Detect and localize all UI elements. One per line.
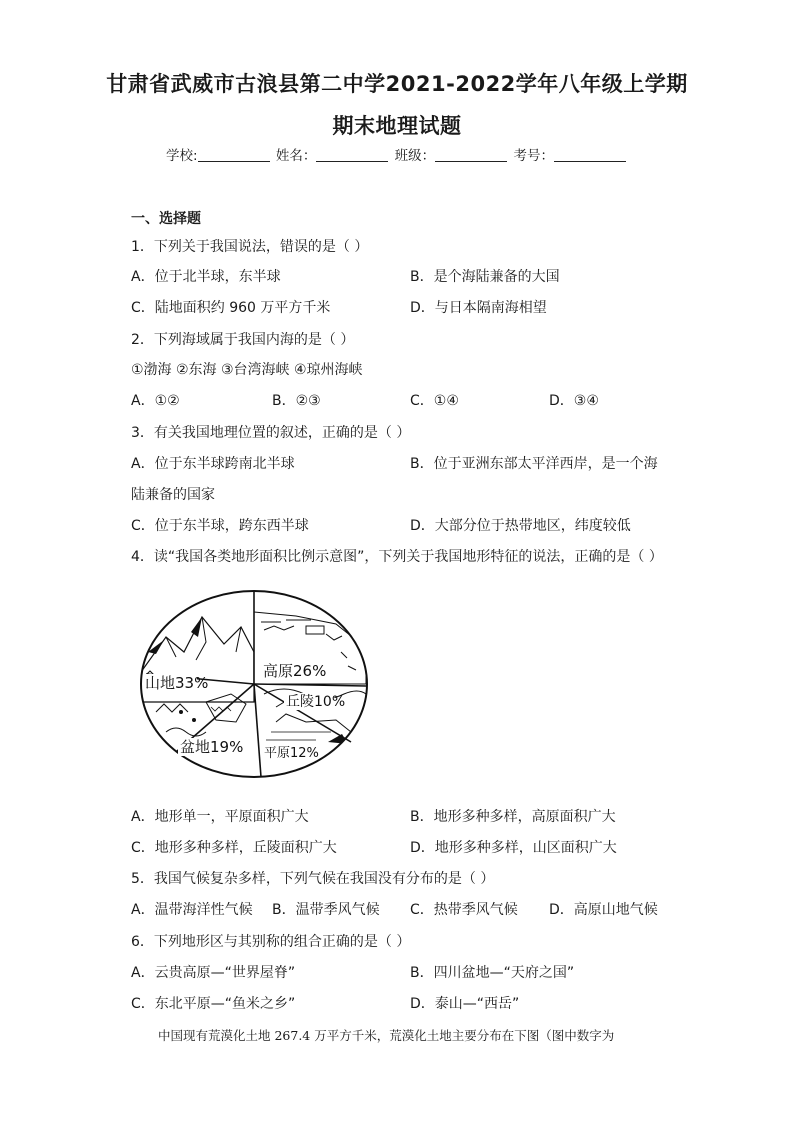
question-4-stem: 4．读“我国各类地形面积比例示意图”，下列关于我国地形特征的说法，正确的是（ ）: [131, 549, 663, 565]
pie-label-丘陵: 丘陵10%: [286, 694, 346, 710]
q4-option-b[interactable]: B．地形多种多样，高原面积广大: [410, 809, 616, 825]
school-label: 学校:: [166, 148, 198, 164]
number-label: 考号：: [513, 148, 554, 164]
school-blank[interactable]: [198, 147, 270, 162]
terrain-pie-chart: [136, 582, 372, 782]
pie-label-高原: 高原26%: [263, 662, 327, 680]
q4-option-c[interactable]: C．地形多种多样，丘陵面积广大: [131, 840, 337, 856]
class-blank[interactable]: [435, 147, 507, 162]
question-3-stem: 3．有关我国地理位置的叙述，正确的是（ ）: [131, 425, 411, 441]
q4-option-a[interactable]: A．地形单一，平原面积广大: [131, 809, 309, 825]
q5-option-a[interactable]: A．温带海洋性气候: [131, 902, 253, 918]
q2-option-d[interactable]: D．③④: [549, 393, 599, 409]
name-blank[interactable]: [316, 147, 388, 162]
class-label: 班级：: [394, 148, 436, 164]
q1-option-d[interactable]: D．与日本隔南海相望: [410, 300, 547, 316]
pie-divider-5: [254, 684, 261, 777]
q6-option-b[interactable]: B．四川盆地—“天府之国”: [410, 965, 575, 981]
question-1-stem: 1．下列关于我国说法，错误的是（ ）: [131, 239, 369, 255]
question-6-stem: 6．下列地形区与其别称的组合正确的是（ ）: [131, 934, 411, 950]
q1-option-b[interactable]: B．是个海陆兼备的大国: [410, 269, 560, 285]
exam-title-line1: 甘肃省武威市古浪县第二中学2021-2022学年八年级上学期: [106, 72, 688, 96]
q1-option-c[interactable]: C．陆地面积约 960 万平方千米: [131, 300, 331, 316]
name-label: 姓名：: [275, 148, 317, 164]
q3-option-b[interactable]: B．位于亚洲东部太平洋西岸，是一个海: [410, 456, 658, 472]
q3-option-c[interactable]: C．位于东半球，跨东西半球: [131, 518, 309, 534]
q6-option-d[interactable]: D．泰山—“西岳”: [410, 996, 520, 1012]
q2-option-a[interactable]: A．①②: [131, 393, 180, 409]
section-heading: 一、选择题: [131, 211, 201, 227]
q4-option-d[interactable]: D．地形多种多样，山区面积广大: [410, 840, 617, 856]
question-2-items: ①渤海 ②东海 ③台湾海峡 ④琼州海峡: [131, 362, 363, 378]
question-2-stem: 2．下列海域属于我国内海的是（ ）: [131, 332, 355, 348]
q3-option-a[interactable]: A．位于东半球跨南北半球: [131, 456, 295, 472]
q3-option-d[interactable]: D．大部分位于热带地区，纬度较低: [410, 518, 631, 534]
q1-option-a[interactable]: A．位于北半球，东半球: [131, 269, 281, 285]
pie-divider-4: [254, 684, 351, 742]
q2-option-c[interactable]: C．①④: [410, 393, 459, 409]
pie-label-平原: 平原12%: [264, 746, 319, 761]
q5-option-b[interactable]: B．温带季风气候: [272, 902, 380, 918]
student-info-row: [0, 144, 794, 164]
q6-option-c[interactable]: C．东北平原—“鱼米之乡”: [131, 996, 296, 1012]
q3-option-b-continued: 陆兼备的国家: [131, 487, 215, 503]
q5-option-c[interactable]: C．热带季风气候: [410, 902, 518, 918]
pie-label-盆地: 盆地19%: [180, 738, 244, 756]
question-5-stem: 5．我国气候复杂多样，下列气候在我国没有分布的是（ ）: [131, 871, 495, 887]
q2-option-b[interactable]: B．②③: [272, 393, 321, 409]
next-question-intro: 中国现有荒漠化土地 267.4 万平方千米，荒漠化土地主要分布在下图（图中数字为: [158, 1028, 615, 1043]
exam-title-line2: 期末地理试题: [332, 114, 462, 138]
pie-label-山地: 山地33%: [145, 674, 209, 692]
q5-option-d[interactable]: D．高原山地气候: [549, 902, 658, 918]
q6-option-a[interactable]: A．云贵高原—“世界屋脊”: [131, 965, 296, 981]
number-blank[interactable]: [554, 147, 626, 162]
